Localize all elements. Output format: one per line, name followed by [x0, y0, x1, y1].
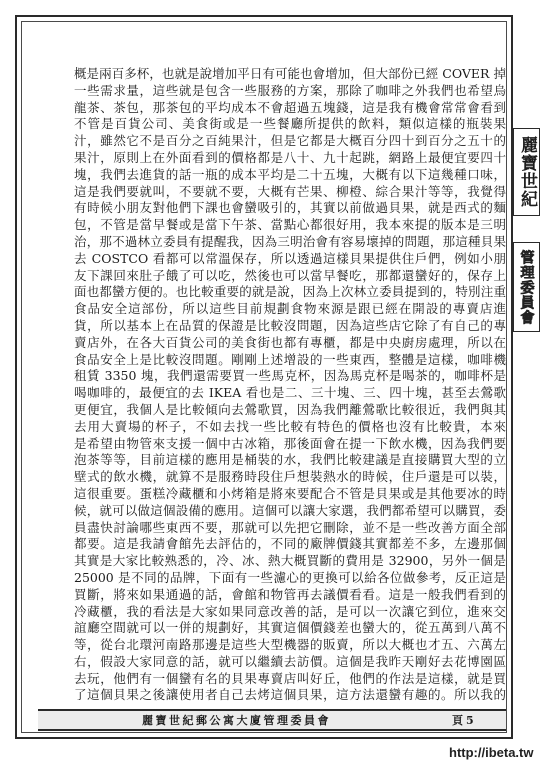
text-line: 治，那不過林立委員有提醒我，因為三明治會有容易壞掉的問題，那這種貝果 — [74, 233, 506, 249]
text-line: 這是我們要就叫，不要就不要，大概有芒果、柳橙、綜合果汁等等，我覺得 — [74, 183, 506, 199]
text-line: 是希望由物管來支援一個中古冰箱，那後面會在提一下飲水機，因為我們要 — [74, 435, 506, 451]
text-line: 去用大賣場的杯子，不如去找一些比較有特色的價格也沒有比較貴，本來 — [74, 418, 506, 434]
text-line: 了這個貝果之後讓使用者自己去烤這個貝果，這方法還蠻有趣的。所以我的 — [74, 687, 506, 703]
side-tab-secondary-label: 管理委員會 — [518, 249, 535, 325]
text-line: 賣店外，在各大百貨公司的美食街也都有專櫃，都是中央廚房處理，所以在 — [74, 334, 506, 350]
text-line: 員盡快討論哪些東西不要，那就可以先把它刪除，並不是一些改善方面全部 — [74, 519, 506, 535]
page-footer — [38, 709, 506, 731]
text-line: 一些需求量，這些就是包含一些服務的方案，那除了咖啡之外我們也希望烏 — [74, 82, 506, 98]
side-tab-secondary — [513, 242, 540, 332]
text-line: 汁，雖然它不是百分之百純果汁，但是它都是大概百分四十到百分之五十的 — [74, 133, 506, 149]
text-line: 龍茶、茶包，那茶包的平均成本不會超過五塊錢，這是我有機會常常會看到 — [74, 99, 506, 115]
text-line: 果汁，原則上在外面看到的價格都是八十、九十起跳，網路上最便宜要四十 — [74, 149, 506, 165]
text-line: 塊，我們去進貨的話一瓶的成本平均是二十五塊，大概有以下這幾種口味， — [74, 166, 506, 182]
text-line: 食品安全上是比較沒問題。剛剛上述增設的一些東西，整體是這樣，咖啡機 — [74, 351, 506, 367]
document-body — [74, 66, 506, 704]
text-line: 更便宜，我個人是比較傾向去鶯歌買，因為我們離鶯歌比較很近，我們與其 — [74, 401, 506, 417]
text-line: 誼廳空間就可以一併的規劃好，其實這個價錢差也蠻大的，從五萬到八萬不 — [74, 620, 506, 636]
text-line: 租賃 3350 塊，我們還需要買一些馬克杯，因為馬克杯是喝茶的，咖啡杯是 — [74, 368, 506, 384]
text-line: 去 COSTCO 看都可以常溫保存，所以透過這樣貝果提供住戶們，例如小朋 — [74, 250, 506, 266]
side-tab-primary-label: 麗寶世紀 — [517, 136, 537, 208]
text-line: 這很重要。蛋糕冷藏櫃和小烤箱是將來要配合不管是貝果或是其他要冰的時 — [74, 485, 506, 501]
text-line: 去玩，他們有一個蠻有名的貝果專賣店叫好丘，他們的作法是這樣，就是買 — [74, 670, 506, 686]
text-line: 都要。這是我請會館先去評估的，不同的廠牌價錢其實都差不多，左邊那個 — [74, 536, 506, 552]
text-line: 友下課回來肚子餓了可以吃，然後也可以當早餐吃，那都還蠻好的，保存上 — [74, 267, 506, 283]
text-line: 貨，所以基本上在品質的保證是比較沒問題，因為這些店它除了有自己的專 — [74, 317, 506, 333]
text-line: 冷藏櫃，我的看法是大家如果同意改善的話，是可以一次讓它到位，進來交 — [74, 603, 506, 619]
text-line: 其實是大家比較熟悉的，冷、冰、熱大概買斷的費用是 32900，另外一個是 — [74, 553, 506, 569]
text-line: 買斷，將來如果通過的話，會館和物管再去議價看看。這是一般我們看到的 — [74, 586, 506, 602]
text-line: 面也都蠻方便的。也比較重要的就是說，因為上次林立委員提到的，特別注重 — [74, 284, 506, 300]
text-line: 概是兩百多杯，也就是說增加平日有可能也會增加，但大部份已經 COVER 掉 — [74, 66, 506, 81]
text-line: 壁式的飲水機，就算不是服務時段住戶想裝熱水的時候，住戶還是可以裝， — [74, 469, 506, 485]
page-number: 頁5 — [452, 714, 477, 727]
text-line: 候，就可以做這個設備的應用。這個可以讓大家選，我們都希望可以購買，委 — [74, 502, 506, 518]
text-line: 不管是百貨公司、美食街或是一些餐廳所提供的飲料，類似這樣的瓶裝果 — [74, 116, 506, 132]
side-tab-primary — [513, 128, 540, 216]
text-line: 有時候小朋友對他們下課也會蠻吸引的，其實以前做過貝果，就是西式的麵 — [74, 200, 506, 216]
text-line: 泡茶等等，目前這樣的應用是桶裝的水，我們比較建議是直接購買大型的立 — [74, 452, 506, 468]
text-line: 包，不管是當早餐或是當下午茶、當點心都很好用，我本來提的版本是三明 — [74, 217, 506, 233]
text-line: 食品安全這部份，所以這些目前規劃食物來源是跟已經在開設的專賣店進 — [74, 301, 506, 317]
text-line: 右，假設大家同意的話，就可以繼續去訪價。這個是我昨天剛好去花博園區 — [74, 653, 506, 669]
text-line: 25000 是不同的品牌，下面有一些濾心的更換可以給各位做參考，反正這是 — [74, 569, 506, 585]
watermark-text: http://ibeta.tw — [449, 745, 534, 760]
text-line: 喝咖啡的，最便宜的去 IKEA 看也是二、三十塊、三、四十塊，甚至去鶯歌 — [74, 385, 506, 401]
footer-organization: 麗寶世紀郵公寓大廈管理委員會 — [142, 714, 331, 727]
text-line: 等，從台北環河南路那邊是這些大型機器的販賣，所以大概也才五、六萬左 — [74, 637, 506, 653]
